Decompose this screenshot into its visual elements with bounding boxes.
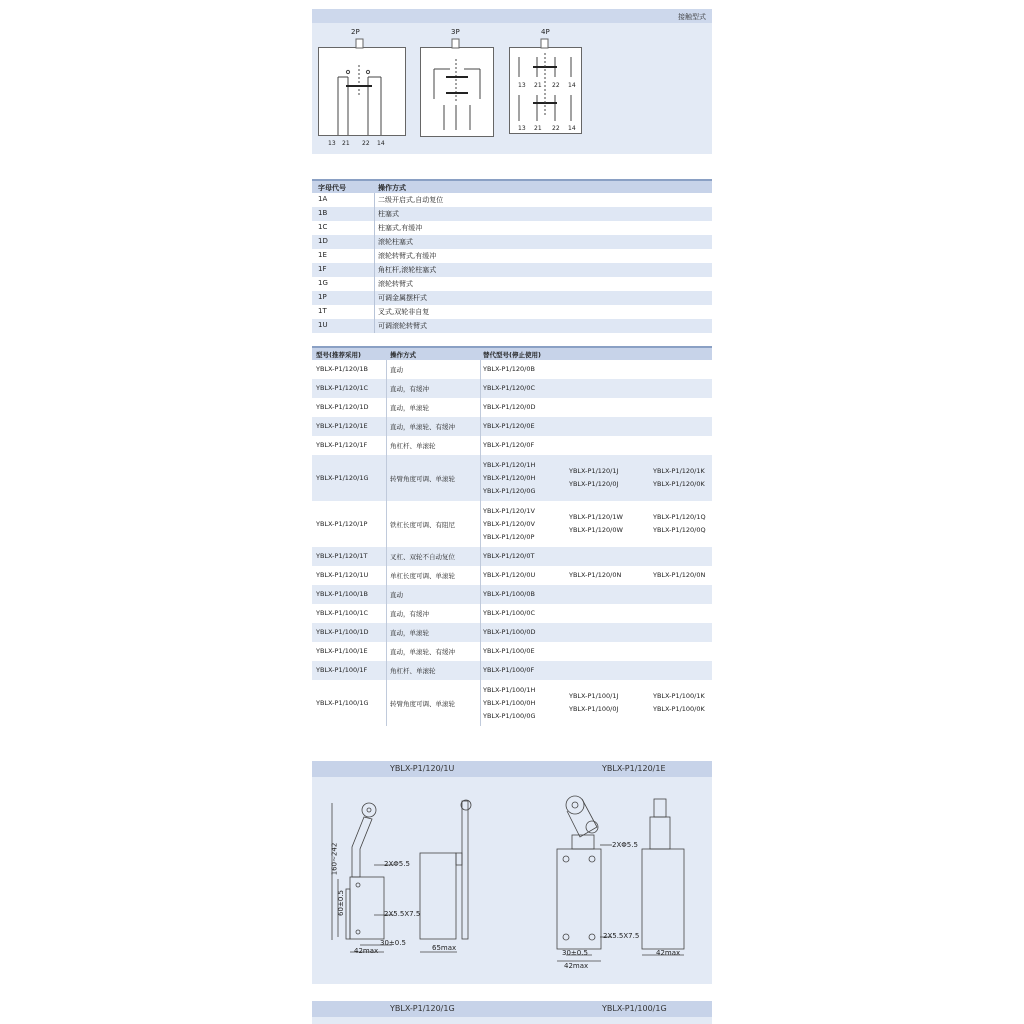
dim-depth-left: 65max (432, 944, 457, 952)
replacement-model: YBLX-P1/100/0H (483, 698, 536, 707)
operation-cell: 单杠长度可调、单滚轮 (390, 572, 455, 580)
pole-label-3p: 3P (451, 28, 460, 36)
drawing-title-1e: YBLX-P1/120/1E (602, 764, 666, 773)
operation-cell: 二级开启式,自动复位 (378, 196, 444, 204)
code-cell: 1T (318, 307, 327, 315)
model-cell: YBLX-P1/120/1T (316, 552, 368, 560)
header-model: 型号(推荐采用) (316, 351, 361, 359)
column-divider (480, 455, 481, 501)
operation-cell: 直动，单滚轮、有缓冲 (390, 423, 455, 431)
column-divider (386, 680, 387, 726)
code-cell: 1C (318, 223, 328, 231)
column-divider (374, 193, 375, 207)
drawing-title-100-1g: YBLX-P1/100/1G (602, 1004, 667, 1013)
dim-height-range: 160~242 (330, 842, 339, 876)
terminal-22: 22 (362, 140, 370, 147)
code-cell: 1D (318, 237, 328, 245)
column-divider (386, 642, 387, 661)
replacement-model: YBLX-P1/120/0H (483, 473, 536, 482)
header-code: 字母代号 (318, 184, 346, 192)
model-table-header (312, 348, 712, 360)
code-cell: 1U (318, 321, 328, 329)
drawing-title-120-1g: YBLX-P1/120/1G (390, 1004, 455, 1013)
dim-hole1-right: 2XΦ5.5 (612, 841, 638, 849)
replacement-cell (483, 645, 535, 658)
replacement-model: YBLX-P1/120/0F (483, 441, 535, 449)
terminal-4p-bottom-14: 14 (568, 125, 576, 132)
terminal-14: 14 (377, 140, 385, 147)
model-cell: YBLX-P1/120/1P (316, 519, 368, 528)
replacement-model: YBLX-P1/120/0U (483, 571, 536, 579)
code-cell: 1F (318, 265, 327, 273)
model-cell: YBLX-P1/120/1G (316, 473, 369, 482)
replacement-cell (483, 664, 534, 677)
code-row (312, 235, 712, 249)
operation-cell: 滚轮柱塞式 (378, 238, 413, 246)
operation-cell: 直动，单滚轮、有缓冲 (390, 648, 455, 656)
column-divider (374, 221, 375, 235)
model-table (312, 346, 712, 726)
terminal-21: 21 (342, 140, 350, 147)
model-cell: YBLX-P1/100/1G (316, 698, 369, 707)
terminal-4p-bottom-21: 21 (534, 125, 542, 132)
column-divider (480, 398, 481, 417)
replacement-model: YBLX-P1/120/1K (653, 467, 705, 475)
column-divider (480, 680, 481, 726)
replacement-cell (483, 363, 535, 376)
column-divider (374, 207, 375, 221)
replacement-cell (483, 439, 534, 452)
model-row (312, 642, 712, 661)
model-row (312, 398, 712, 417)
replacement-model: YBLX-P1/120/0D (483, 403, 536, 411)
column-divider (386, 547, 387, 566)
replacement-model: YBLX-P1/100/0D (483, 628, 536, 636)
operation-cell: 直动 (390, 366, 403, 374)
pole-label-4p: 4P (541, 28, 550, 36)
replacement-model: YBLX-P1/120/0T (483, 552, 535, 560)
model-cell: YBLX-P1/100/1E (316, 647, 368, 655)
column-divider (386, 360, 387, 379)
replacement-model: YBLX-P1/120/0N (653, 571, 706, 579)
code-row (312, 249, 712, 263)
column-divider (374, 263, 375, 277)
column-divider (374, 249, 375, 263)
code-row (312, 277, 712, 291)
replacement-cell (569, 690, 618, 716)
replacement-cell (653, 465, 705, 491)
model-cell: YBLX-P1/100/1F (316, 666, 368, 674)
terminal-4p-top-22: 22 (552, 82, 560, 89)
column-divider (374, 235, 375, 249)
pole-label-2p: 2P (351, 28, 360, 36)
replacement-cell (569, 569, 621, 582)
dim-width-left: 42max (354, 947, 379, 955)
operation-cell: 直动，有缓冲 (390, 385, 429, 393)
column-divider (480, 360, 481, 379)
replacement-model: YBLX-P1/120/0G (483, 486, 536, 495)
replacement-model: YBLX-P1/100/0E (483, 647, 535, 655)
code-table-header (312, 181, 712, 193)
replacement-model: YBLX-P1/120/0V (483, 519, 535, 528)
operation-cell: 角杠杆、单滚轮 (390, 667, 436, 675)
replacement-model: YBLX-P1/100/1H (483, 685, 536, 694)
dim-hole2-left: 2X5.5X7.5 (384, 910, 421, 918)
dim-body-height: 60±0.5 (336, 890, 345, 916)
model-cell: YBLX-P1/120/1D (316, 403, 369, 411)
replacement-model: YBLX-P1/120/0P (483, 532, 535, 541)
operation-code-table (312, 179, 712, 333)
model-row (312, 547, 712, 566)
replacement-model: YBLX-P1/120/0B (483, 365, 535, 373)
code-cell: 1A (318, 195, 328, 203)
terminal-4p-top-13: 13 (518, 82, 526, 89)
column-divider (386, 585, 387, 604)
model-cell: YBLX-P1/120/1U (316, 571, 369, 579)
column-divider (480, 661, 481, 680)
model-row (312, 680, 712, 726)
replacement-model: YBLX-P1/120/0Q (653, 526, 706, 534)
operation-cell: 柱塞式 (378, 210, 399, 218)
dim-width-right: 42max (564, 962, 589, 970)
column-divider (386, 417, 387, 436)
operation-cell: 角杠杆、单滚轮 (390, 442, 436, 450)
column-divider (386, 604, 387, 623)
column-divider (480, 436, 481, 455)
replacement-model: YBLX-P1/100/0F (483, 666, 535, 674)
dim-pitch-left: 30±0.5 (380, 939, 406, 947)
column-divider (386, 566, 387, 585)
model-row (312, 379, 712, 398)
operation-cell: 直动 (390, 591, 403, 599)
code-cell: 1E (318, 251, 327, 259)
operation-cell: 叉式,双轮非自复 (378, 308, 430, 316)
replacement-cell (483, 588, 535, 601)
replacement-model: YBLX-P1/100/0C (483, 609, 536, 617)
model-row (312, 661, 712, 680)
model-cell: YBLX-P1/120/1F (316, 441, 368, 449)
operation-cell: 直动，单滚轮 (390, 404, 429, 412)
operation-cell: 叉杠、双轮不自动复位 (390, 553, 455, 561)
replacement-model: YBLX-P1/120/1J (569, 467, 619, 475)
column-divider (386, 379, 387, 398)
operation-cell: 可调金属摆杆式 (378, 294, 427, 302)
drawing-title-bar-2 (312, 1001, 712, 1017)
replacement-model: YBLX-P1/120/0N (569, 571, 622, 579)
column-divider (386, 623, 387, 642)
terminal-4p-bottom-22: 22 (552, 125, 560, 132)
replacement-cell (653, 569, 705, 582)
replacement-cell (483, 684, 536, 723)
replacement-model: YBLX-P1/100/1K (653, 692, 705, 700)
model-cell: YBLX-P1/100/1C (316, 609, 369, 617)
contact-diagram-panel (312, 23, 712, 154)
code-cell: 1P (318, 293, 327, 301)
model-row (312, 501, 712, 547)
code-row (312, 319, 712, 333)
column-divider (386, 455, 387, 501)
operation-cell: 铁杠长度可调、有阻尼 (390, 520, 455, 529)
column-divider (386, 398, 387, 417)
terminal-4p-top-14: 14 (568, 82, 576, 89)
contact-diagram-2p (318, 35, 406, 153)
column-divider (386, 436, 387, 455)
model-cell: YBLX-P1/100/1B (316, 590, 368, 598)
replacement-model: YBLX-P1/120/0W (569, 526, 623, 534)
column-divider (480, 585, 481, 604)
replacement-model: YBLX-P1/120/0J (569, 480, 619, 488)
dim-hole1-left: 2XΦ5.5 (384, 860, 410, 868)
column-divider (480, 547, 481, 566)
replacement-model: YBLX-P1/120/0E (483, 422, 535, 430)
model-row (312, 417, 712, 436)
replacement-model: YBLX-P1/120/1Q (653, 513, 706, 521)
dim-hole2-right: 2X5.5X7.5 (603, 932, 640, 940)
drawing-title-bar-1 (312, 761, 712, 777)
drawing-panel-1 (312, 777, 712, 984)
replacement-model: YBLX-P1/120/0K (653, 480, 705, 488)
code-row (312, 221, 712, 235)
dim-depth-right: 42max (656, 949, 681, 957)
column-divider (480, 642, 481, 661)
operation-cell: 可调滚轮转臂式 (378, 322, 427, 330)
column-divider (386, 501, 387, 547)
replacement-cell (483, 382, 535, 395)
model-row (312, 436, 712, 455)
contact-type-title: 接触型式 (678, 13, 706, 21)
column-divider (480, 623, 481, 642)
header-operation: 操作方式 (378, 184, 406, 192)
column-divider (386, 661, 387, 680)
replacement-model: YBLX-P1/100/0B (483, 590, 535, 598)
drawing-title-1u: YBLX-P1/120/1U (390, 764, 455, 773)
replacement-cell (483, 569, 535, 582)
model-row (312, 604, 712, 623)
column-divider (480, 566, 481, 585)
replacement-cell (483, 459, 536, 498)
operation-cell: 柱塞式,有缓冲 (378, 224, 423, 232)
model-row (312, 585, 712, 604)
operation-cell: 转臂角度可调、单滚轮 (390, 474, 455, 483)
code-row (312, 263, 712, 277)
replacement-model: YBLX-P1/100/0G (483, 711, 536, 720)
model-row (312, 455, 712, 501)
column-divider (374, 319, 375, 333)
replacement-cell (483, 401, 536, 414)
code-row (312, 207, 712, 221)
column-divider (480, 604, 481, 623)
column-divider (480, 417, 481, 436)
replacement-cell (483, 505, 535, 544)
replacement-model: YBLX-P1/100/0K (653, 705, 705, 713)
code-row (312, 305, 712, 319)
terminal-4p-top-21: 21 (534, 82, 542, 89)
operation-cell: 转臂角度可调、单滚轮 (390, 699, 455, 708)
replacement-cell (483, 626, 536, 639)
terminal-13: 13 (328, 140, 336, 147)
replacement-model: YBLX-P1/120/1W (569, 513, 623, 521)
contact-diagram-3p (420, 35, 495, 141)
replacement-model: YBLX-P1/120/1V (483, 506, 535, 515)
replacement-cell (483, 550, 534, 563)
column-divider (374, 277, 375, 291)
code-cell: 1B (318, 209, 328, 217)
replacement-model: YBLX-P1/120/1H (483, 460, 536, 469)
replacement-model: YBLX-P1/100/1J (569, 692, 619, 700)
replacement-model: YBLX-P1/100/0J (569, 705, 619, 713)
column-divider (374, 305, 375, 319)
operation-cell: 滚轮转臂式 (378, 280, 413, 288)
code-row (312, 291, 712, 305)
terminal-4p-bottom-13: 13 (518, 125, 526, 132)
column-divider (480, 501, 481, 547)
operation-cell: 角杠杆,滚轮柱塞式 (378, 266, 437, 274)
model-cell: YBLX-P1/120/1C (316, 384, 369, 392)
operation-cell: 滚轮转臂式,有缓冲 (378, 252, 437, 260)
model-cell: YBLX-P1/120/1B (316, 365, 368, 373)
contact-type-header (312, 9, 712, 23)
drawing-panel-2 (312, 1017, 712, 1024)
replacement-model: YBLX-P1/120/0C (483, 384, 536, 392)
model-row (312, 360, 712, 379)
replacement-cell (569, 511, 623, 537)
replacement-cell (653, 690, 705, 716)
code-cell: 1G (318, 279, 328, 287)
replacement-cell (569, 465, 618, 491)
model-cell: YBLX-P1/100/1D (316, 628, 369, 636)
model-cell: YBLX-P1/120/1E (316, 422, 368, 430)
header-replacement: 替代型号(停止使用) (483, 351, 541, 359)
header-operation: 操作方式 (390, 351, 416, 359)
replacement-cell (653, 511, 706, 537)
operation-cell: 直动，有缓冲 (390, 610, 429, 618)
column-divider (480, 379, 481, 398)
replacement-cell (483, 607, 535, 620)
model-row (312, 623, 712, 642)
replacement-cell (483, 420, 535, 433)
catalog-column (312, 0, 712, 1024)
column-divider (374, 291, 375, 305)
model-row (312, 566, 712, 585)
dim-pitch-right: 30±0.5 (562, 949, 588, 957)
operation-cell: 直动，单滚轮 (390, 629, 429, 637)
code-row (312, 193, 712, 207)
